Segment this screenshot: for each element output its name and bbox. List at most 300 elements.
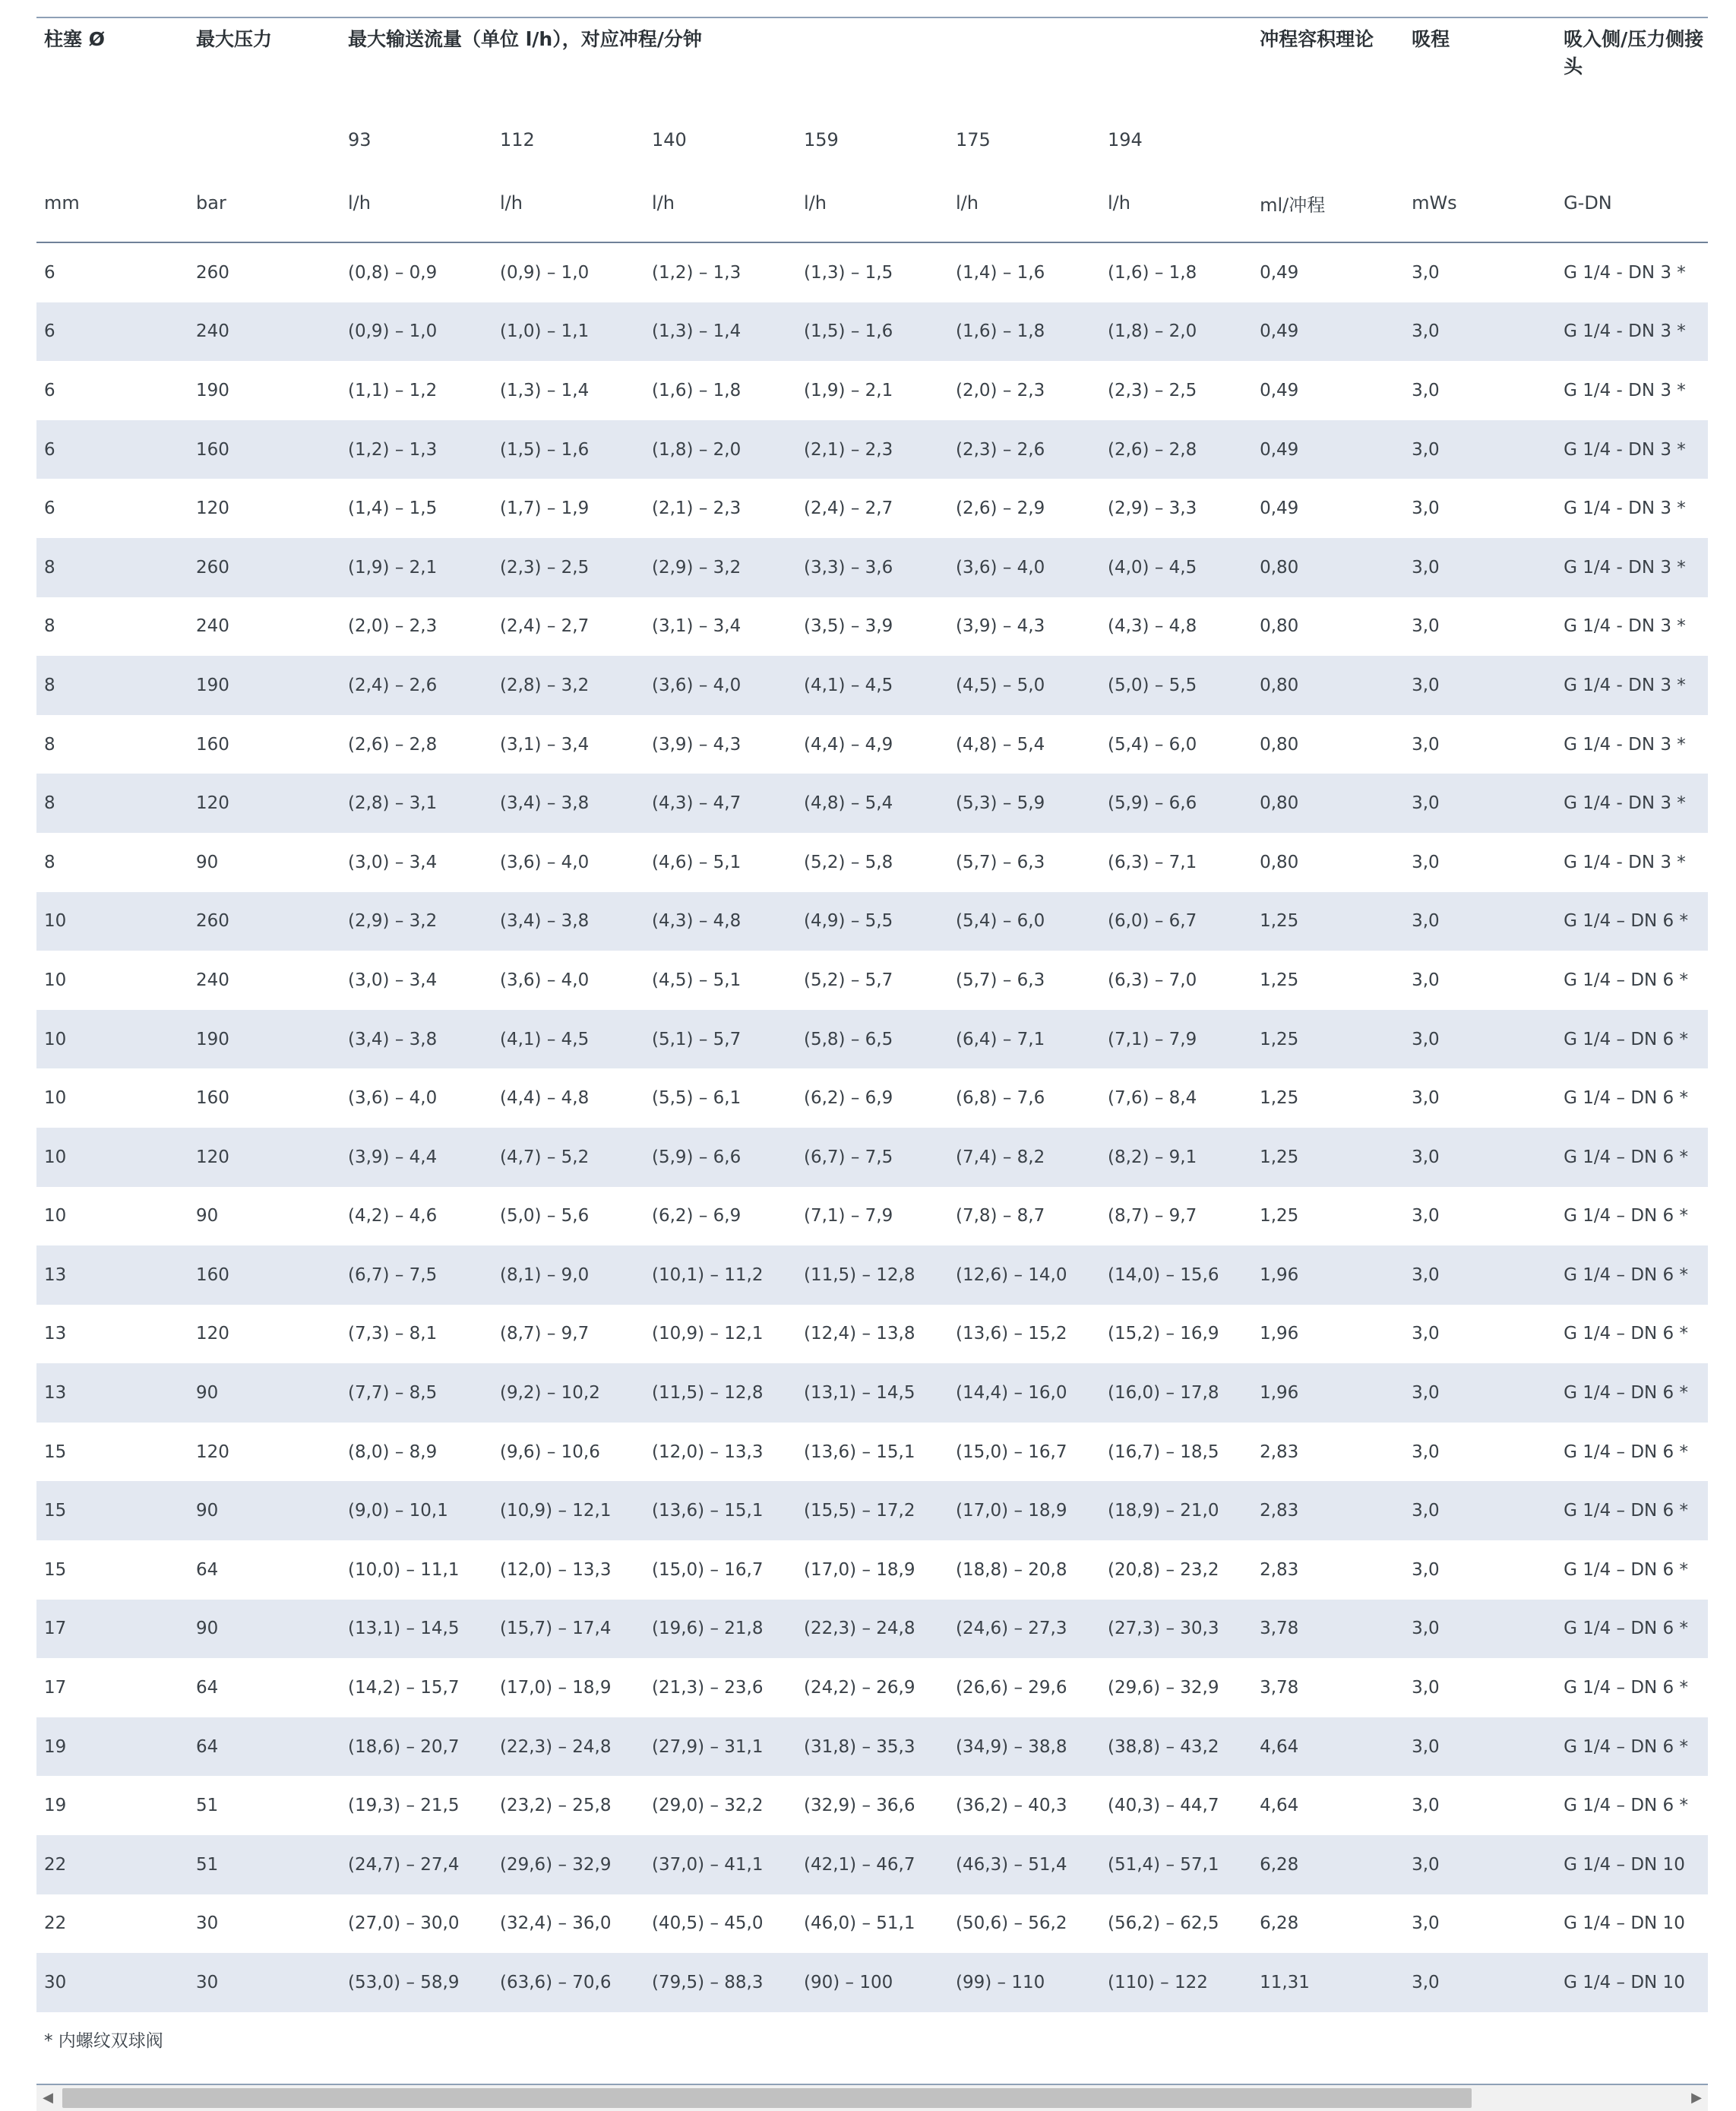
cell-connection: G 1/4 – DN 6 * [1564,970,1689,990]
cell-connection: G 1/4 - DN 3 * [1564,321,1686,342]
table-row [36,302,1708,362]
cell-suction-lift: 3,0 [1412,1029,1440,1049]
cell-flow-93: (2,8) – 3,1 [348,793,438,814]
table-row [36,715,1708,774]
cell-max-pressure: 90 [196,1501,219,1521]
table-row [36,1187,1708,1246]
cell-flow-93: (3,0) – 3,4 [348,970,438,990]
cell-plunger: 8 [44,675,55,695]
unit-header: l/h [652,192,675,214]
cell-connection: G 1/4 – DN 10 [1564,1973,1685,1993]
cell-flow-194: (4,0) – 4,5 [1108,557,1197,578]
cell-flow-140: (1,2) – 1,3 [652,262,742,283]
cell-flow-194: (1,6) – 1,8 [1108,262,1197,283]
cell-flow-93: (3,0) – 3,4 [348,852,438,872]
cell-flow-93: (18,6) – 20,7 [348,1736,460,1757]
cell-connection: G 1/4 - DN 3 * [1564,734,1686,755]
cell-flow-140: (4,3) – 4,7 [652,793,742,814]
cell-plunger: 10 [44,1206,67,1226]
cell-stroke-volume: 0,80 [1260,616,1299,637]
cell-stroke-volume: 3,78 [1260,1678,1299,1698]
cell-flow-93: (3,6) – 4,0 [348,1088,438,1109]
cell-flow-93: (4,2) – 4,6 [348,1206,438,1226]
cell-plunger: 6 [44,439,55,460]
cell-flow-175: (24,6) – 27,3 [956,1619,1067,1639]
stroke-rate-header: 159 [804,129,839,150]
cell-suction-lift: 3,0 [1412,675,1440,695]
table-row [36,892,1708,951]
cell-stroke-volume: 0,80 [1260,852,1299,872]
cell-stroke-volume: 1,25 [1260,1029,1299,1049]
cell-flow-112: (3,6) – 4,0 [500,970,590,990]
cell-connection: G 1/4 - DN 3 * [1564,262,1686,283]
cell-flow-159: (4,1) – 4,5 [804,675,893,695]
table-row [36,361,1708,420]
cell-suction-lift: 3,0 [1412,262,1440,283]
cell-flow-140: (79,5) – 88,3 [652,1973,764,1993]
cell-flow-194: (18,9) – 21,0 [1108,1501,1219,1521]
cell-stroke-volume: 2,83 [1260,1559,1299,1580]
cell-flow-175: (2,3) – 2,6 [956,439,1045,460]
cell-flow-159: (11,5) – 12,8 [804,1264,915,1285]
cell-flow-140: (10,1) – 11,2 [652,1264,764,1285]
cell-flow-112: (1,0) – 1,1 [500,321,590,342]
cell-flow-140: (1,8) – 2,0 [652,439,742,460]
cell-flow-93: (0,8) – 0,9 [348,262,438,283]
cell-flow-159: (46,0) – 51,1 [804,1913,915,1934]
cell-flow-93: (27,0) – 30,0 [348,1913,460,1934]
cell-plunger: 15 [44,1501,67,1521]
cell-stroke-volume: 1,25 [1260,911,1299,932]
cell-plunger: 10 [44,970,67,990]
header-row-strokes [36,116,1708,164]
cell-flow-175: (50,6) – 56,2 [956,1913,1067,1934]
header-row-units [36,164,1708,242]
cell-plunger: 13 [44,1383,67,1404]
cell-flow-140: (10,9) – 12,1 [652,1324,764,1344]
cell-flow-159: (42,1) – 46,7 [804,1854,915,1875]
cell-max-pressure: 90 [196,1619,219,1639]
cell-max-pressure: 90 [196,852,219,872]
cell-suction-lift: 3,0 [1412,1501,1440,1521]
table-body [36,242,1708,2012]
cell-max-pressure: 51 [196,1796,219,1816]
cell-flow-175: (99) – 110 [956,1973,1045,1993]
col-header-flow: 最大输送流量（单位 l/h），对应冲程/分钟 [348,28,702,50]
cell-flow-112: (4,7) – 5,2 [500,1147,590,1167]
cell-flow-140: (29,0) – 32,2 [652,1796,764,1816]
cell-flow-112: (5,0) – 5,6 [500,1206,590,1226]
cell-connection: G 1/4 – DN 6 * [1564,1383,1689,1404]
cell-flow-194: (40,3) – 44,7 [1108,1796,1219,1816]
table-row [36,1717,1708,1777]
cell-flow-194: (5,0) – 5,5 [1108,675,1197,695]
cell-flow-159: (5,2) – 5,8 [804,852,893,872]
cell-suction-lift: 3,0 [1412,970,1440,990]
cell-flow-112: (8,1) – 9,0 [500,1264,590,1285]
cell-flow-112: (8,7) – 9,7 [500,1324,590,1344]
table-row [36,774,1708,833]
cell-flow-112: (17,0) – 18,9 [500,1678,612,1698]
cell-stroke-volume: 1,96 [1260,1383,1299,1404]
cell-max-pressure: 90 [196,1206,219,1226]
cell-flow-140: (2,9) – 3,2 [652,557,742,578]
col-header-connection: 吸入侧/压力侧接头 [1564,28,1704,78]
cell-suction-lift: 3,0 [1412,911,1440,932]
cell-flow-93: (3,9) – 4,4 [348,1147,438,1167]
cell-flow-112: (10,9) – 12,1 [500,1501,612,1521]
table-row [36,1010,1708,1069]
cell-connection: G 1/4 - DN 3 * [1564,380,1686,400]
cell-flow-194: (7,6) – 8,4 [1108,1088,1197,1109]
cell-suction-lift: 3,0 [1412,1796,1440,1816]
table-row [36,1835,1708,1894]
cell-stroke-volume: 0,49 [1260,321,1299,342]
cell-suction-lift: 3,0 [1412,1619,1440,1639]
cell-connection: G 1/4 – DN 6 * [1564,1147,1689,1167]
cell-flow-194: (6,3) – 7,1 [1108,852,1197,872]
cell-flow-140: (4,5) – 5,1 [652,970,742,990]
cell-connection: G 1/4 – DN 6 * [1564,1678,1689,1698]
cell-flow-159: (24,2) – 26,9 [804,1678,915,1698]
cell-connection: G 1/4 - DN 3 * [1564,793,1686,814]
cell-max-pressure: 260 [196,557,229,578]
cell-max-pressure: 260 [196,262,229,283]
cell-max-pressure: 160 [196,439,229,460]
cell-stroke-volume: 2,83 [1260,1501,1299,1521]
cell-flow-140: (11,5) – 12,8 [652,1383,764,1404]
cell-flow-140: (27,9) – 31,1 [652,1736,764,1757]
cell-max-pressure: 190 [196,1029,229,1049]
table-row [36,1894,1708,1954]
cell-flow-194: (7,1) – 7,9 [1108,1029,1197,1049]
cell-flow-194: (15,2) – 16,9 [1108,1324,1219,1344]
stroke-rate-header: 112 [500,129,535,150]
cell-flow-159: (5,2) – 5,7 [804,970,893,990]
cell-flow-159: (32,9) – 36,6 [804,1796,915,1816]
cell-flow-175: (3,9) – 4,3 [956,616,1045,637]
cell-flow-140: (15,0) – 16,7 [652,1559,764,1580]
cell-max-pressure: 160 [196,734,229,755]
cell-connection: G 1/4 - DN 3 * [1564,557,1686,578]
cell-flow-140: (5,9) – 6,6 [652,1147,742,1167]
cell-flow-93: (10,0) – 11,1 [348,1559,460,1580]
cell-max-pressure: 120 [196,793,229,814]
cell-flow-140: (6,2) – 6,9 [652,1206,742,1226]
cell-flow-140: (13,6) – 15,1 [652,1501,764,1521]
unit-header: mWs [1412,192,1457,214]
cell-flow-93: (1,4) – 1,5 [348,498,438,519]
cell-stroke-volume: 0,80 [1260,675,1299,695]
cell-plunger: 10 [44,1147,67,1167]
cell-flow-93: (1,2) – 1,3 [348,439,438,460]
cell-suction-lift: 3,0 [1412,1854,1440,1875]
cell-plunger: 30 [44,1973,67,1993]
cell-flow-93: (8,0) – 8,9 [348,1442,438,1462]
cell-connection: G 1/4 – DN 6 * [1564,1442,1689,1462]
cell-flow-112: (1,3) – 1,4 [500,380,590,400]
cell-flow-93: (14,2) – 15,7 [348,1678,460,1698]
cell-flow-140: (5,1) – 5,7 [652,1029,742,1049]
cell-plunger: 8 [44,852,55,872]
cell-flow-194: (56,2) – 62,5 [1108,1913,1219,1934]
cell-suction-lift: 3,0 [1412,1324,1440,1344]
cell-flow-93: (7,3) – 8,1 [348,1324,438,1344]
cell-max-pressure: 120 [196,498,229,519]
cell-flow-93: (2,6) – 2,8 [348,734,438,755]
cell-flow-112: (9,6) – 10,6 [500,1442,600,1462]
cell-connection: G 1/4 – DN 6 * [1564,1206,1689,1226]
cell-suction-lift: 3,0 [1412,321,1440,342]
cell-suction-lift: 3,0 [1412,439,1440,460]
cell-flow-140: (12,0) – 13,3 [652,1442,764,1462]
cell-flow-175: (7,4) – 8,2 [956,1147,1045,1167]
cell-flow-159: (1,3) – 1,5 [804,262,893,283]
cell-flow-112: (23,2) – 25,8 [500,1796,612,1816]
cell-flow-159: (4,8) – 5,4 [804,793,893,814]
cell-plunger: 8 [44,734,55,755]
cell-max-pressure: 160 [196,1264,229,1285]
cell-flow-112: (32,4) – 36,0 [500,1913,612,1934]
cell-connection: G 1/4 – DN 6 * [1564,1619,1689,1639]
cell-connection: G 1/4 – DN 10 [1564,1854,1685,1875]
cell-flow-175: (1,6) – 1,8 [956,321,1045,342]
cell-stroke-volume: 1,25 [1260,1088,1299,1109]
stroke-rate-header: 194 [1108,129,1143,150]
cell-flow-175: (4,5) – 5,0 [956,675,1045,695]
cell-plunger: 13 [44,1264,67,1285]
cell-flow-140: (3,6) – 4,0 [652,675,742,695]
cell-connection: G 1/4 - DN 3 * [1564,675,1686,695]
cell-flow-175: (17,0) – 18,9 [956,1501,1067,1521]
cell-stroke-volume: 0,49 [1260,262,1299,283]
cell-flow-194: (6,3) – 7,0 [1108,970,1197,990]
cell-stroke-volume: 11,31 [1260,1973,1310,1993]
table-row [36,597,1708,657]
cell-flow-93: (53,0) – 58,9 [348,1973,460,1993]
cell-connection: G 1/4 – DN 6 * [1564,1264,1689,1285]
cell-flow-175: (7,8) – 8,7 [956,1206,1045,1226]
cell-suction-lift: 3,0 [1412,1678,1440,1698]
cell-max-pressure: 64 [196,1736,219,1757]
cell-flow-112: (3,4) – 3,8 [500,911,590,932]
cell-max-pressure: 240 [196,970,229,990]
cell-flow-194: (6,0) – 6,7 [1108,911,1197,932]
cell-flow-112: (4,4) – 4,8 [500,1088,590,1109]
table-row [36,242,1708,302]
cell-connection: G 1/4 – DN 6 * [1564,1029,1689,1049]
cell-flow-159: (6,7) – 7,5 [804,1147,893,1167]
cell-flow-140: (40,5) – 45,0 [652,1913,764,1934]
cell-max-pressure: 260 [196,911,229,932]
cell-flow-194: (8,2) – 9,1 [1108,1147,1197,1167]
cell-stroke-volume: 3,78 [1260,1619,1299,1639]
cell-suction-lift: 3,0 [1412,1383,1440,1404]
cell-flow-112: (2,3) – 2,5 [500,557,590,578]
cell-flow-93: (9,0) – 10,1 [348,1501,448,1521]
cell-flow-159: (3,5) – 3,9 [804,616,893,637]
cell-flow-175: (13,6) – 15,2 [956,1324,1067,1344]
cell-connection: G 1/4 – DN 6 * [1564,1796,1689,1816]
unit-header: l/h [500,192,523,214]
cell-plunger: 10 [44,911,67,932]
table-row [36,1128,1708,1187]
cell-max-pressure: 64 [196,1678,219,1698]
cell-stroke-volume: 6,28 [1260,1854,1299,1875]
cell-max-pressure: 90 [196,1383,219,1404]
cell-plunger: 19 [44,1796,67,1816]
cell-flow-194: (8,7) – 9,7 [1108,1206,1197,1226]
header-row-titles [36,18,1708,116]
cell-flow-159: (13,6) – 15,1 [804,1442,915,1462]
cell-flow-159: (7,1) – 7,9 [804,1206,893,1226]
cell-flow-159: (4,4) – 4,9 [804,734,893,755]
cell-flow-159: (15,5) – 17,2 [804,1501,915,1521]
pump-performance-table [36,18,1708,2012]
cell-flow-159: (5,8) – 6,5 [804,1029,893,1049]
cell-max-pressure: 160 [196,1088,229,1109]
cell-flow-194: (20,8) – 23,2 [1108,1559,1219,1580]
cell-flow-175: (14,4) – 16,0 [956,1383,1067,1404]
cell-plunger: 15 [44,1559,67,1580]
cell-flow-112: (22,3) – 24,8 [500,1736,612,1757]
cell-flow-159: (31,8) – 35,3 [804,1736,915,1757]
cell-flow-175: (18,8) – 20,8 [956,1559,1067,1580]
table-row [36,1481,1708,1540]
cell-plunger: 10 [44,1029,67,1049]
cell-flow-175: (34,9) – 38,8 [956,1736,1067,1757]
cell-max-pressure: 120 [196,1147,229,1167]
cell-flow-93: (7,7) – 8,5 [348,1383,438,1404]
cell-connection: G 1/4 - DN 3 * [1564,852,1686,872]
cell-stroke-volume: 0,49 [1260,498,1299,519]
cell-connection: G 1/4 – DN 6 * [1564,911,1689,932]
cell-suction-lift: 3,0 [1412,793,1440,814]
cell-flow-159: (2,1) – 2,3 [804,439,893,460]
scrollbar-thumb[interactable] [62,2088,1472,2108]
table-header [36,18,1708,242]
cell-flow-112: (2,4) – 2,7 [500,616,590,637]
cell-flow-175: (6,4) – 7,1 [956,1029,1045,1049]
cell-stroke-volume: 1,96 [1260,1264,1299,1285]
cell-flow-140: (4,3) – 4,8 [652,911,742,932]
cell-flow-140: (1,3) – 1,4 [652,321,742,342]
cell-flow-140: (21,3) – 23,6 [652,1678,764,1698]
table-row [36,1305,1708,1364]
stroke-rate-header: 93 [348,129,372,150]
cell-flow-140: (3,9) – 4,3 [652,734,742,755]
cell-flow-194: (4,3) – 4,8 [1108,616,1197,637]
cell-flow-194: (1,8) – 2,0 [1108,321,1197,342]
cell-flow-112: (0,9) – 1,0 [500,262,590,283]
table-row [36,656,1708,715]
cell-flow-175: (3,6) – 4,0 [956,557,1045,578]
cell-max-pressure: 64 [196,1559,219,1580]
unit-header: G-DN [1564,192,1612,214]
table-row [36,1363,1708,1423]
unit-header: l/h [804,192,827,214]
cell-flow-140: (1,6) – 1,8 [652,380,742,400]
cell-plunger: 22 [44,1913,67,1934]
cell-flow-93: (1,9) – 2,1 [348,557,438,578]
cell-flow-194: (5,4) – 6,0 [1108,734,1197,755]
table-row [36,833,1708,892]
cell-flow-93: (19,3) – 21,5 [348,1796,460,1816]
cell-flow-159: (4,9) – 5,5 [804,911,893,932]
cell-flow-175: (5,7) – 6,3 [956,970,1045,990]
cell-suction-lift: 3,0 [1412,557,1440,578]
cell-max-pressure: 51 [196,1854,219,1875]
col-header-max-pressure: 最大压力 [196,28,273,50]
cell-connection: G 1/4 – DN 10 [1564,1913,1685,1934]
horizontal-scrollbar[interactable] [36,2085,1708,2111]
cell-flow-112: (3,1) – 3,4 [500,734,590,755]
table-row [36,951,1708,1010]
cell-plunger: 19 [44,1736,67,1757]
table-row [36,1600,1708,1659]
cell-flow-159: (17,0) – 18,9 [804,1559,915,1580]
cell-max-pressure: 120 [196,1442,229,1462]
cell-max-pressure: 240 [196,616,229,637]
table-row [36,1658,1708,1717]
cell-flow-194: (110) – 122 [1108,1973,1208,1993]
cell-suction-lift: 3,0 [1412,616,1440,637]
cell-flow-112: (2,8) – 3,2 [500,675,590,695]
cell-suction-lift: 3,0 [1412,734,1440,755]
cell-flow-175: (46,3) – 51,4 [956,1854,1067,1875]
cell-flow-140: (2,1) – 2,3 [652,498,742,519]
cell-flow-112: (1,5) – 1,6 [500,439,590,460]
cell-plunger: 6 [44,262,55,283]
cell-flow-194: (16,0) – 17,8 [1108,1383,1219,1404]
cell-flow-112: (1,7) – 1,9 [500,498,590,519]
cell-plunger: 6 [44,498,55,519]
cell-stroke-volume: 1,96 [1260,1324,1299,1344]
cell-flow-140: (5,5) – 6,1 [652,1088,742,1109]
cell-stroke-volume: 0,80 [1260,793,1299,814]
cell-flow-175: (2,6) – 2,9 [956,498,1045,519]
scroll-left-arrow-icon[interactable]: ◀ [43,2090,53,2106]
cell-flow-140: (37,0) – 41,1 [652,1854,764,1875]
cell-flow-159: (6,2) – 6,9 [804,1088,893,1109]
cell-max-pressure: 30 [196,1913,219,1934]
cell-max-pressure: 30 [196,1973,219,1993]
unit-header: bar [196,192,226,214]
cell-flow-175: (6,8) – 7,6 [956,1088,1045,1109]
cell-flow-194: (2,3) – 2,5 [1108,380,1197,400]
col-header-stroke-volume: 冲程容积理论 [1260,28,1374,50]
cell-flow-112: (63,6) – 70,6 [500,1973,612,1993]
cell-connection: G 1/4 – DN 6 * [1564,1088,1689,1109]
unit-header: mm [44,192,80,214]
cell-flow-159: (13,1) – 14,5 [804,1383,915,1404]
table-row [36,1068,1708,1128]
cell-stroke-volume: 6,28 [1260,1913,1299,1934]
cell-flow-175: (12,6) – 14,0 [956,1264,1067,1285]
cell-stroke-volume: 1,25 [1260,970,1299,990]
cell-flow-93: (2,4) – 2,6 [348,675,438,695]
unit-header: l/h [1108,192,1130,214]
cell-stroke-volume: 0,49 [1260,380,1299,400]
cell-flow-93: (0,9) – 1,0 [348,321,438,342]
cell-stroke-volume: 1,25 [1260,1206,1299,1226]
cell-max-pressure: 190 [196,675,229,695]
cell-flow-175: (4,8) – 5,4 [956,734,1045,755]
cell-flow-194: (2,6) – 2,8 [1108,439,1197,460]
cell-max-pressure: 240 [196,321,229,342]
scroll-right-arrow-icon[interactable]: ▶ [1691,2090,1702,2106]
cell-connection: G 1/4 - DN 3 * [1564,616,1686,637]
